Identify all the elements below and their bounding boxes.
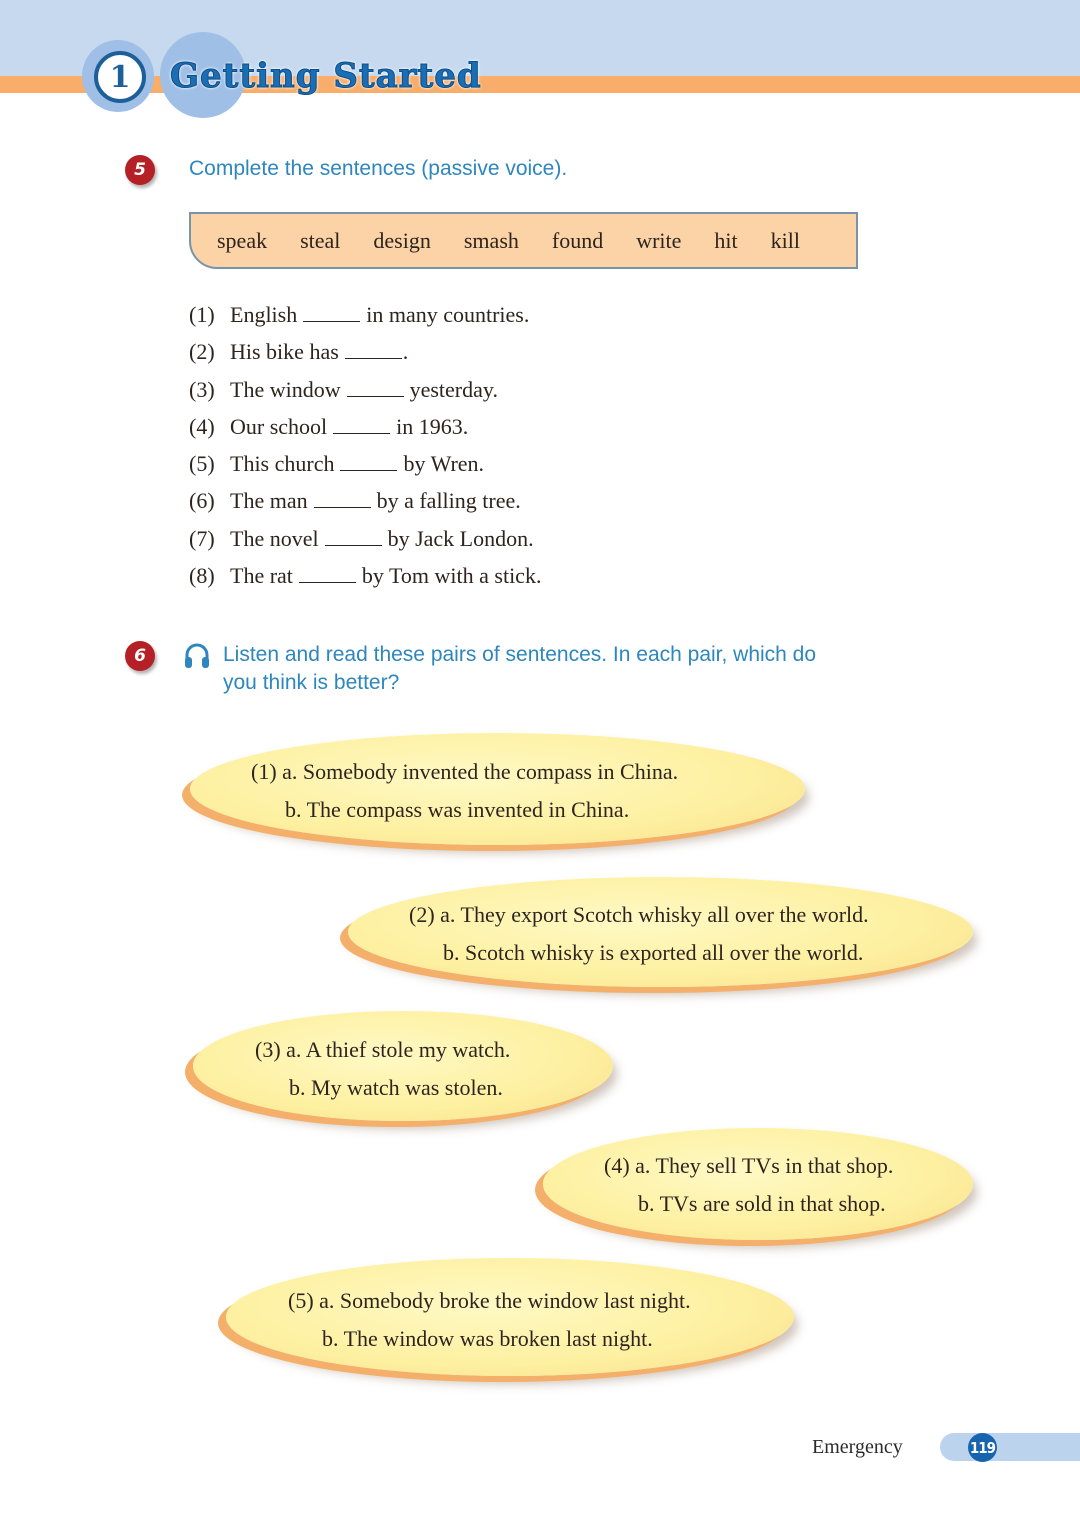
answer-blank[interactable] bbox=[299, 565, 356, 583]
sentence-start: The novel bbox=[230, 525, 319, 551]
sentence-a: (2) a. They export Scotch whisky all over the world. bbox=[409, 902, 869, 927]
exercise-6-badge: 6 bbox=[125, 641, 155, 671]
sentence-number: (4) bbox=[189, 413, 215, 439]
sentence-number: (8) bbox=[189, 563, 215, 589]
sentence-start: English bbox=[230, 302, 298, 327]
exercise-5-instruction: Complete the sentences (passive voice). bbox=[189, 157, 568, 180]
answer-blank[interactable] bbox=[325, 528, 382, 546]
sentence-end: in many countries. bbox=[366, 302, 530, 327]
sentence bbox=[189, 482, 541, 519]
sentence bbox=[189, 445, 541, 482]
answer-blank[interactable] bbox=[347, 379, 404, 397]
word: design bbox=[373, 227, 431, 253]
sentence-number: (3) bbox=[189, 376, 215, 402]
word: smash bbox=[463, 227, 519, 253]
instruction-line: Listen and read these pairs of sentences. In each pair, which do bbox=[223, 643, 817, 666]
sentence-start: Our school bbox=[230, 413, 328, 439]
unit-number: 1 bbox=[94, 51, 146, 103]
sentence-number: (5) bbox=[189, 451, 215, 477]
sentence-number: (2) bbox=[189, 339, 215, 365]
sentence-number: (1) bbox=[189, 302, 215, 327]
sentence-end: by Tom with a stick. bbox=[361, 563, 542, 589]
word: write bbox=[636, 227, 682, 253]
unit-name: Emergency bbox=[812, 1436, 903, 1458]
sentence-end: by Jack London. bbox=[387, 525, 534, 551]
word: kill bbox=[770, 227, 800, 253]
sentence-start: The man bbox=[230, 488, 308, 514]
sentence-b: b. My watch was stolen. bbox=[289, 1075, 503, 1100]
sentence-end: yesterday. bbox=[409, 376, 498, 402]
answer-blank[interactable] bbox=[340, 453, 397, 471]
sentence-a: (3) a. A thief stole my watch. bbox=[255, 1037, 511, 1062]
sentence-pair bbox=[288, 1282, 691, 1358]
instruction-line: you think is better? bbox=[223, 671, 400, 694]
sentence bbox=[189, 333, 541, 370]
headphones-icon[interactable] bbox=[183, 642, 211, 670]
sentence-a: (4) a. They sell TVs in that shop. bbox=[604, 1153, 894, 1178]
sentence bbox=[189, 557, 541, 594]
sentence-end: in 1963. bbox=[396, 413, 469, 439]
sentence-start: His bike has bbox=[230, 339, 339, 365]
page-title: Getting Started bbox=[170, 56, 482, 96]
sentence-b: b. The compass was invented in China. bbox=[285, 797, 630, 822]
sentence-end: . bbox=[402, 339, 409, 365]
answer-blank[interactable] bbox=[314, 490, 371, 508]
page-number: 119 bbox=[968, 1433, 997, 1462]
word: steal bbox=[300, 227, 341, 253]
sentence-pair bbox=[255, 1031, 510, 1107]
footer-band bbox=[940, 1433, 1080, 1461]
word: hit bbox=[714, 227, 738, 253]
sentence bbox=[189, 520, 541, 557]
sentence-start: The window bbox=[230, 376, 341, 402]
sentence-end: by Wren. bbox=[403, 451, 485, 477]
answer-blank[interactable] bbox=[345, 341, 402, 359]
sentence-pair bbox=[409, 896, 869, 972]
word-box bbox=[189, 212, 858, 269]
sentence-a: (1) a. Somebody invented the compass in China. bbox=[251, 759, 679, 784]
exercise-5-badge: 5 bbox=[125, 155, 155, 185]
sentence-b: b. The window was broken last night. bbox=[322, 1326, 653, 1351]
sentence-b: b. Scotch whisky is exported all over the world. bbox=[443, 940, 864, 965]
sentence-pair bbox=[251, 753, 678, 829]
sentence-end: by a falling tree. bbox=[376, 488, 521, 514]
word: speak bbox=[217, 227, 268, 253]
sentence-start: This church bbox=[230, 451, 335, 477]
sentence-list bbox=[189, 296, 541, 594]
sentence bbox=[189, 371, 541, 408]
sentence bbox=[189, 408, 541, 445]
exercise-6-instruction bbox=[223, 641, 816, 697]
word: found bbox=[551, 227, 604, 253]
sentence-a: (5) a. Somebody broke the window last night. bbox=[288, 1288, 691, 1313]
sentence-number: (7) bbox=[189, 525, 215, 551]
answer-blank[interactable] bbox=[303, 304, 360, 322]
sentence-pair bbox=[604, 1147, 893, 1223]
sentence-number: (6) bbox=[189, 488, 215, 514]
sentence bbox=[189, 296, 541, 333]
answer-blank[interactable] bbox=[333, 416, 390, 434]
sentence-start: The rat bbox=[230, 563, 293, 589]
sentence-b: b. TVs are sold in that shop. bbox=[638, 1191, 886, 1216]
